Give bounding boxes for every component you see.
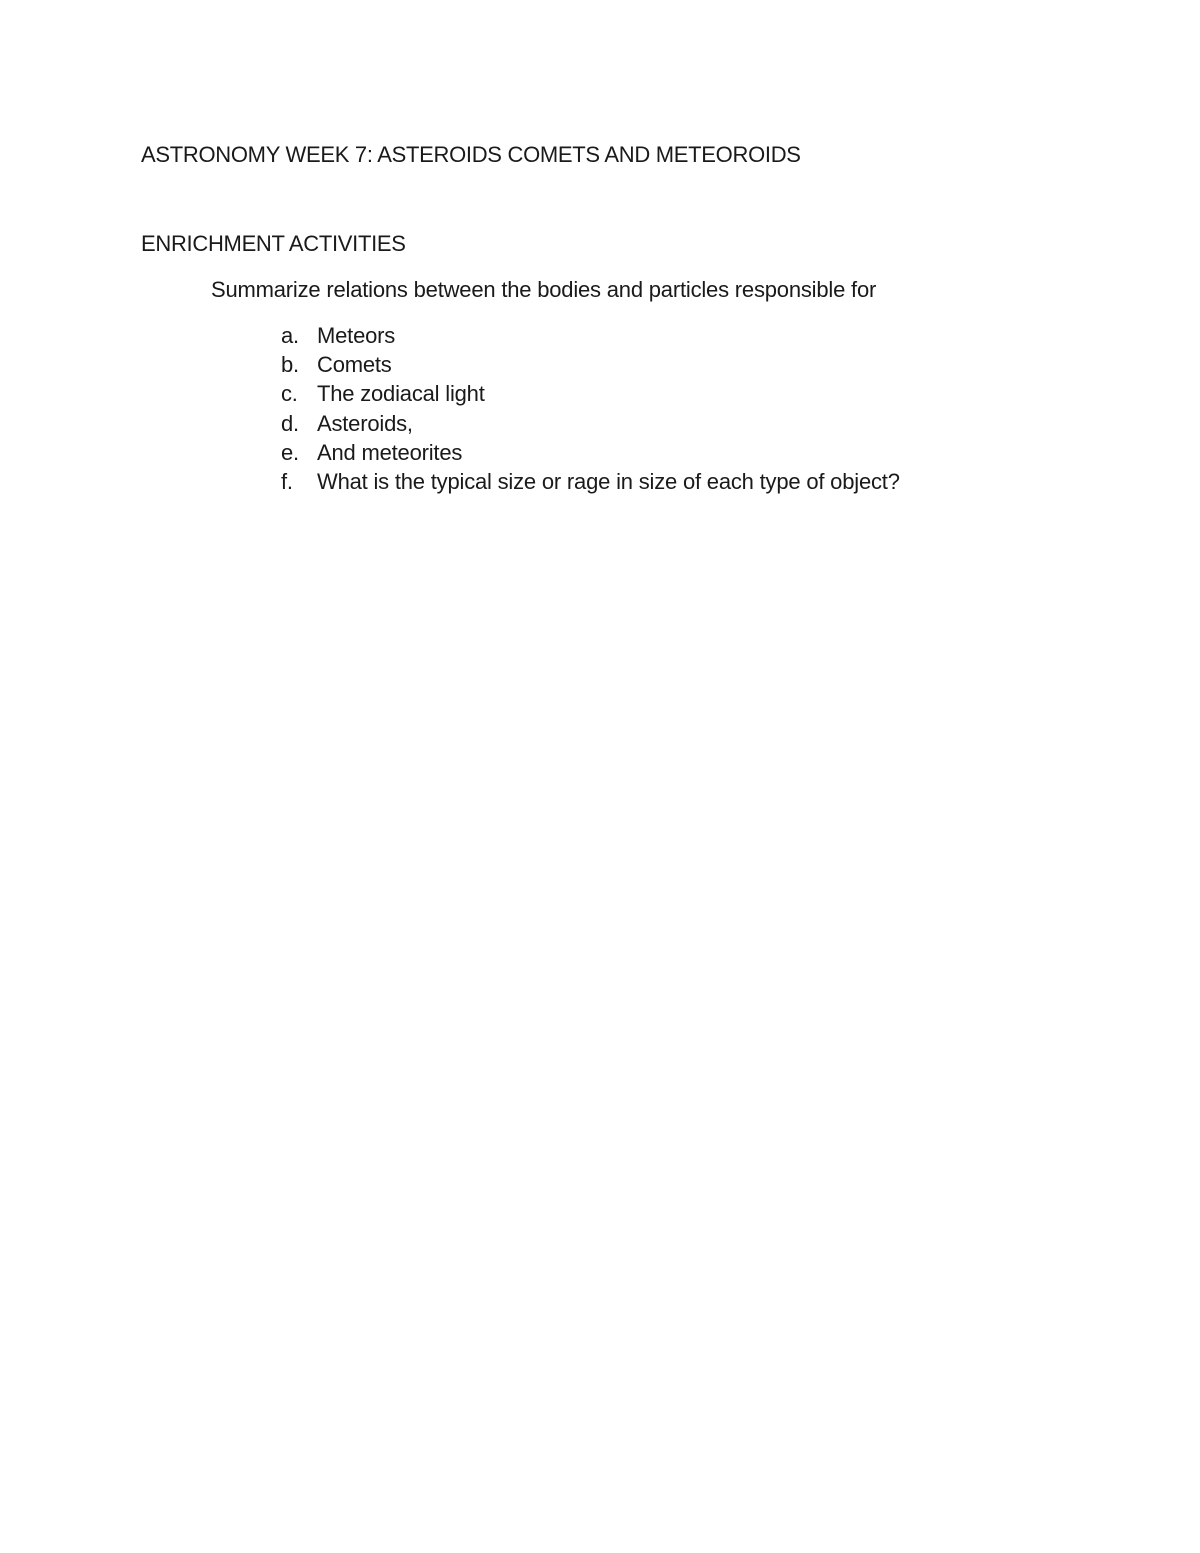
activity-list (281, 321, 900, 496)
list-item-text: Asteroids, (317, 410, 413, 436)
list-item-text: And meteorites (317, 439, 463, 465)
list-item-text: What is the typical size or rage in size of each type of object? (317, 468, 900, 494)
list-item-marker: e. (281, 439, 299, 465)
list-item-text: Meteors (317, 323, 396, 348)
list-item (281, 409, 900, 438)
list-item-marker: d. (281, 410, 299, 436)
list-item-text: The zodiacal light (317, 381, 485, 407)
document-title: ASTRONOMY WEEK 7: ASTEROIDS COMETS AND METEOROIDS (141, 142, 801, 167)
list-item-marker: b. (281, 352, 299, 378)
section-heading: ENRICHMENT ACTIVITIES (141, 231, 406, 256)
list-item (281, 467, 900, 496)
list-item (281, 379, 900, 408)
list-item-marker: a. (281, 323, 299, 348)
list-item (281, 350, 900, 379)
list-item (281, 438, 900, 467)
list-item-marker: c. (281, 381, 298, 407)
list-item-marker: f. (281, 468, 293, 494)
list-item-text: Comets (317, 352, 392, 378)
list-item (281, 321, 900, 350)
instruction-text: Summarize relations between the bodies and particles responsible for (211, 277, 877, 302)
